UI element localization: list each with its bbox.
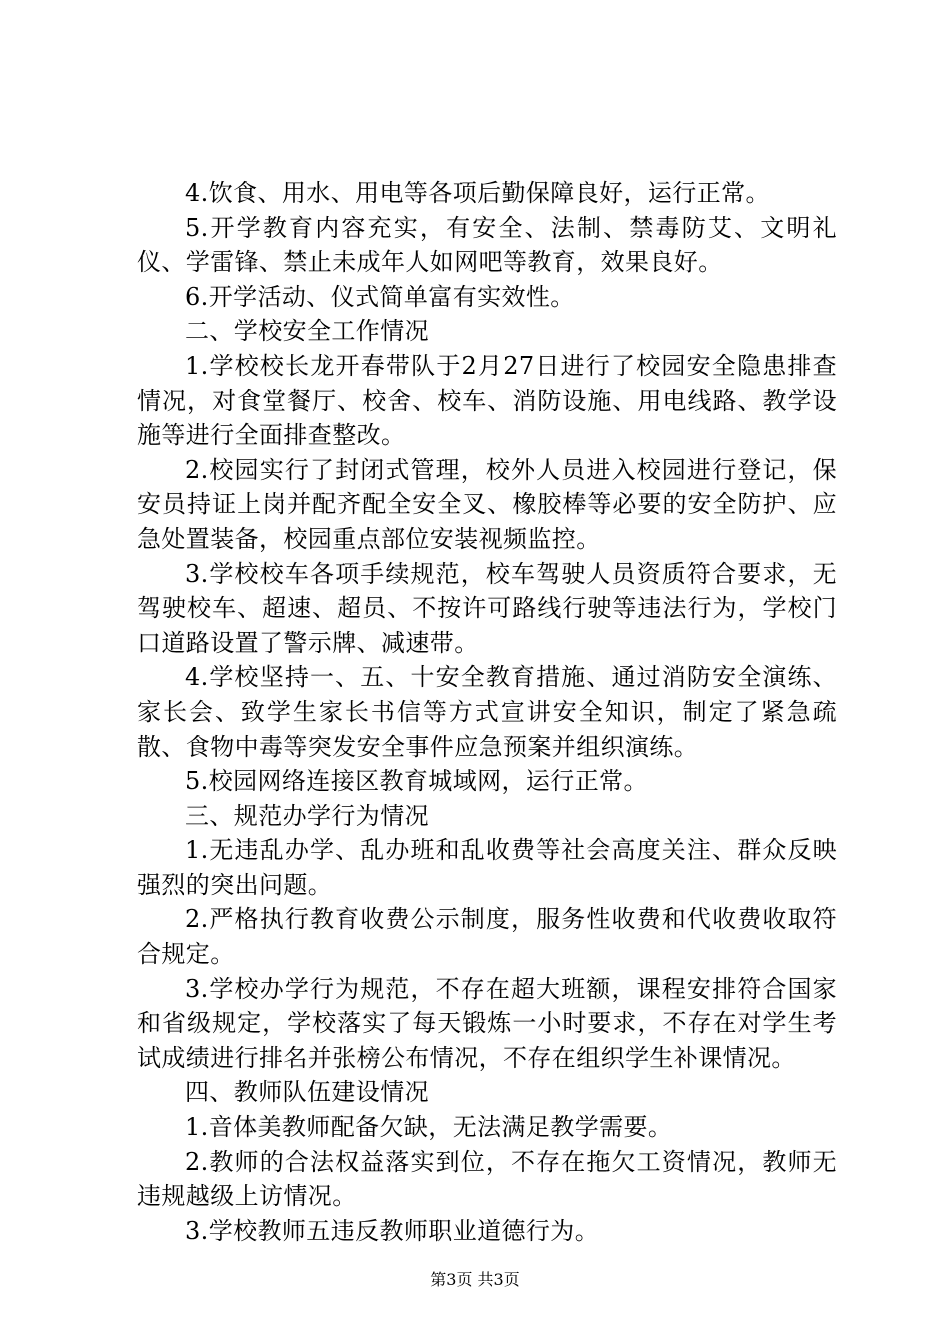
- paragraph: 4.饮食、用水、用电等各项后勤保障良好，运行正常。: [185, 179, 770, 207]
- paragraph: 2.校园实行了封闭式管理，校外人员进入校园进行登记，保安员持证上岗并配齐配全安全叉、橡胶棒等必要的安全防护、应急处置装备，校园重点部位安装视频监控。: [137, 455, 837, 553]
- paragraph: 2.教师的合法权益落实到位，不存在拖欠工资情况，教师无违规越级上访情况。: [137, 1147, 837, 1211]
- section-heading: 三、规范办学行为情况: [185, 801, 429, 830]
- paragraph: 1.音体美教师配备欠缺，无法满足教学需要。: [185, 1113, 673, 1142]
- paragraph: 3.学校教师五违反教师职业道德行为。: [185, 1216, 600, 1245]
- paragraph: 1.学校校长龙开春带队于2月27日进行了校园安全隐患排查情况，对食堂餐厅、校舍、校车、消防设施、用电线路、教学设施等进行全面排查整改。: [137, 351, 837, 450]
- paragraph: 1.无违乱办学、乱办班和乱收费等社会高度关注、群众反映强烈的突出问题。: [137, 836, 837, 899]
- paragraph: 6.开学活动、仪式简单富有实效性。: [185, 282, 575, 311]
- section-heading: 二、学校安全工作情况: [185, 317, 429, 346]
- paragraph: 5.校园网络连接区教育城域网，运行正常。: [185, 767, 648, 796]
- section-heading: 四、教师队伍建设情况: [185, 1078, 429, 1107]
- paragraph: 4.学校坚持一、五、十安全教育措施、通过消防安全演练、家长会、致学生家长书信等方式宣讲安全知识，制定了紧急疏散、食物中毒等突发安全事件应急预案并组织演练。: [137, 663, 837, 761]
- page-footer: [0, 1269, 950, 1291]
- paragraph: 3.学校办学行为规范，不存在超大班额，课程安排符合国家和省级规定，学校落实了每天锻炼一小时要求，不存在对学生考试成绩进行排名并张榜公布情况，不存在组织学生补课情况。: [137, 974, 837, 1072]
- page-number-label: 第3页 共3页: [430, 1270, 520, 1289]
- document-body: [137, 176, 837, 1248]
- paragraph: 5.开学教育内容充实，有安全、法制、禁毒防艾、文明礼仪、学雷锋、禁止未成年人如网吧等教育，效果良好。: [137, 213, 837, 277]
- paragraph: 3.学校校车各项手续规范，校车驾驶人员资质符合要求，无驾驶校车、超速、超员、不按许可路线行驶等违法行为，学校门口道路设置了警示牌、减速带。: [137, 559, 837, 657]
- paragraph: 2.严格执行教育收费公示制度，服务性收费和代收费收取符合规定。: [137, 905, 837, 969]
